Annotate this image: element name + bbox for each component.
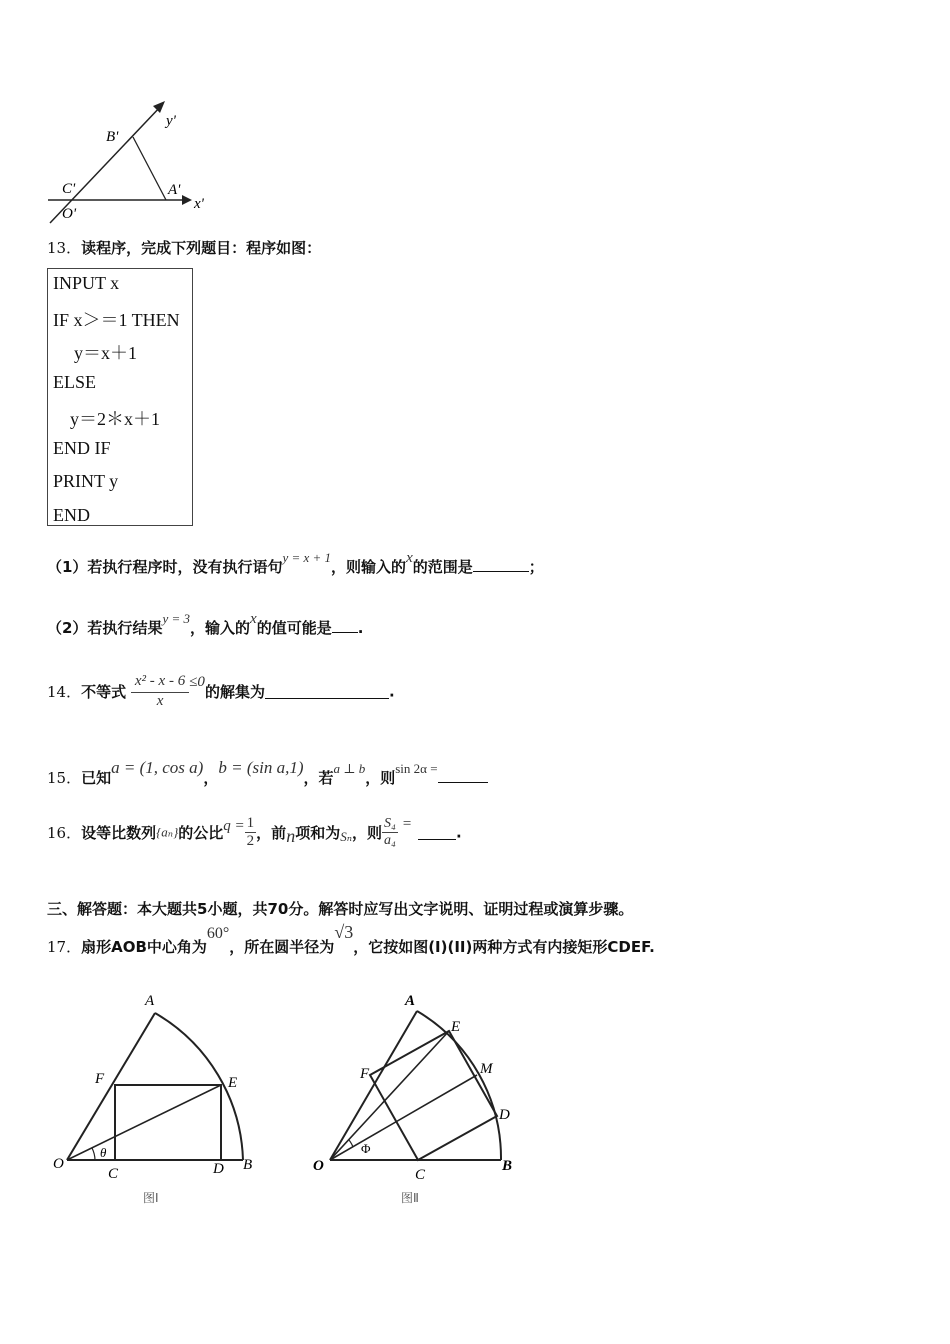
label-y-prime: y' [166,113,176,129]
q16-ratio-fraction [382,816,398,849]
program-box [47,268,193,526]
q16-eq: = [401,816,412,832]
fig1-label-o: O [53,1156,64,1172]
q17 [47,922,655,956]
q13-part1-end: ； [528,558,544,576]
q15-blank[interactable] [438,768,488,783]
q13-part2-stmt: y = 3 [162,611,190,626]
section3-heading: 三、解答题：本大题共5小题，共70分。解答时应写出文字说明、证明过程或演算步骤。 [47,900,634,918]
q13-part1-blank[interactable] [473,557,529,572]
fig2-label-b: B [502,1158,513,1174]
q13-part1-suffix: 的范围是 [412,558,473,576]
label-a-prime: A' [168,182,181,198]
label-c-prime: C' [62,181,76,197]
figure-2 [305,985,535,1210]
fig2-line-om [330,1075,477,1160]
fig2-line-oa [330,1011,417,1160]
program-line: END [53,505,90,525]
segment-ab [133,137,166,200]
fig2-label-f: F [360,1066,370,1082]
q14-end: . [388,682,395,701]
program-line: IF x＞＝1 THEN [53,310,180,330]
q14-number: 14． [47,683,82,701]
q16-n: n [286,826,296,846]
q14-numerator: x² - x - 6 [131,673,189,693]
q15-perp: a ⊥ b [333,761,366,776]
fig1-label-e: E [228,1075,238,1091]
q16 [47,815,462,850]
q13-title: 读程序，完成下列题目：程序如图： [81,239,322,257]
q13-part2-suffix: 的值可能是 [256,619,332,637]
q13-part2-prefix: （2）若执行结果 [47,619,163,637]
q16-mid3: 项和为 [295,824,341,842]
x-axis-arrow [182,195,192,205]
program-line: END IF [53,438,111,458]
fig2-label-o: O [313,1158,324,1174]
q15-expr: sin 2α = [395,761,438,776]
label-o-prime: O' [62,206,77,222]
q14-suffix: 的解集为 [204,683,265,701]
q16-sn: Sₙ [340,828,352,844]
q13-part1 [47,550,544,577]
q13-part2-end: . [357,619,364,637]
q13-heading [47,237,321,258]
q13-number: 13． [47,239,82,257]
label-x-prime: x' [194,196,204,212]
label-b-prime: B' [106,129,119,145]
q14-blank[interactable] [265,684,389,699]
figure-1 [45,985,275,1210]
fig1-rectangle-cdef [115,1085,221,1160]
fig1-caption: 图Ⅰ [143,1191,159,1205]
fig1-label-theta: θ [100,1145,107,1160]
q15 [47,757,488,787]
q16-number: 16． [47,824,82,842]
q16-prefix: 设等比数列 [81,824,157,842]
program-line: y＝2＊x＋1 [70,409,160,429]
q13-part2 [47,611,364,638]
fig1-label-b: B [243,1157,253,1173]
fig2-label-phi: Φ [361,1141,371,1156]
fig2-line-oe [330,1031,449,1160]
q15-prefix: 已知 [81,769,112,787]
q13-part2-blank[interactable] [332,618,358,633]
q17-number: 17． [47,938,82,956]
fig1-label-f: F [95,1071,105,1087]
q16-q-denominator: 2 [246,833,255,849]
q16-mid2: ，前 [256,824,287,842]
q15-mid: ，若 [303,769,334,787]
program-line: ELSE [53,372,96,392]
fig2-label-m: M [480,1061,493,1077]
q13-part1-prefix: （1）若执行程序时，没有执行语句 [47,558,283,576]
q14-fraction [131,673,189,710]
q16-q-lhs: q = [223,818,245,834]
q15-vector-b: b = (sin a,1) [218,758,304,777]
q16-sequence: {aₙ} [156,824,179,840]
fig2-label-c: C [415,1167,426,1183]
q16-mid1: 的公比 [178,824,224,842]
q16-ratio-numerator: S₄ [384,816,396,831]
y-axis-arrow [153,101,165,113]
fig1-angle-mark [92,1148,95,1160]
q14-prefix: 不等式 [81,683,127,701]
q14-relation: ≤0 [189,673,205,690]
fig2-angle-mark [349,1140,353,1147]
q14 [47,673,395,710]
q15-number: 15． [47,769,82,787]
q17-prefix: 扇形AOB中心角为 [81,938,207,956]
q13-part2-mid: ，输入的 [190,619,251,637]
q14-denominator: x [156,693,164,709]
q15-then: ，则 [365,769,396,787]
fig2-label-e: E [451,1019,461,1035]
program-line: INPUT x [53,273,120,293]
q17-suffix: ，它按如图(I)(II)两种方式有内接矩形CDEF. [353,938,655,956]
fig1-label-c: C [108,1166,119,1182]
q16-ratio-denominator: a₄ [384,833,396,848]
q16-q-fraction [245,815,257,850]
q13-part1-mid: ，则输入的 [331,558,407,576]
fig2-label-d: D [499,1107,510,1123]
q13-part1-var: x [406,550,413,566]
fig1-label-d: D [213,1161,224,1177]
q13-part1-stmt: y = x + 1 [282,550,332,565]
program-line: y＝x＋1 [74,343,137,363]
q15-comma1: ， [203,769,219,787]
oblique-axes-figure [40,95,220,230]
q16-q-numerator: 1 [246,815,255,831]
q17-angle: 60° [206,925,230,942]
fig2-caption: 图Ⅱ [401,1191,419,1205]
program-line: PRINT y [53,471,119,491]
q17-radius: √3 [334,922,354,942]
q16-end: . [456,823,462,842]
q13-part2-var: x [250,611,257,627]
q17-mid: ，所在圆半径为 [229,938,335,956]
q16-blank[interactable] [418,825,456,840]
fig1-label-a: A [145,993,155,1009]
q15-vector-a: a = (1, cos a) [111,758,204,777]
fig2-label-a: A [405,993,416,1009]
q16-mid4: ，则 [351,824,382,842]
